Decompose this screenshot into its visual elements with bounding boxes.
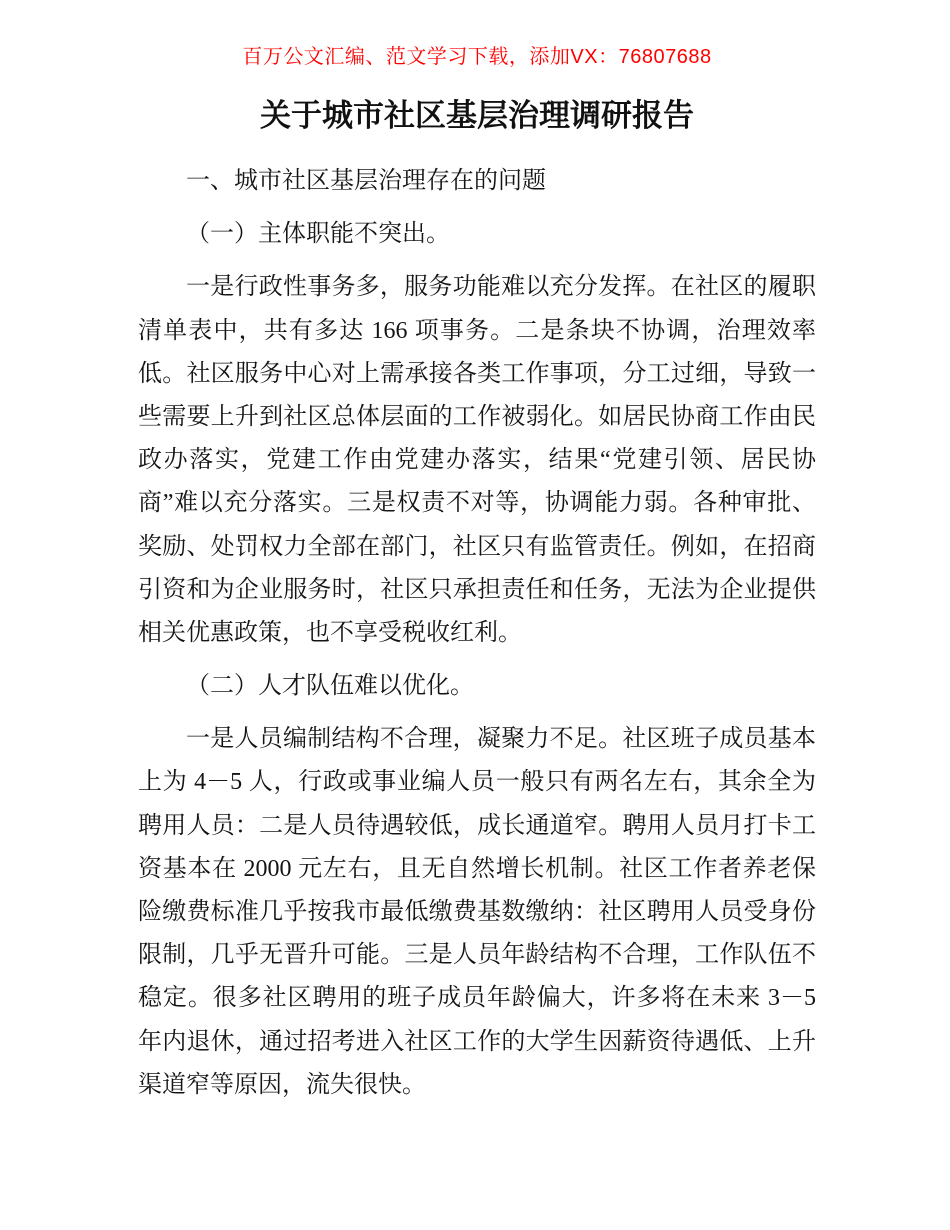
body-paragraph-main-functions: 一是行政性事务多，服务功能难以充分发挥。在社区的履职清单表中，共有多达 166 项事务。二是条块不协调，治理效率低。社区服务中心对上需承接各类工作事项，分工过细，导致一些需要上升到社区总体层面的工作被弱化。如居民协商工作由民政办落实，党建工作由党建办落实，结果“党建引领、居民协商”难以充分落实。三是权责不对等，协调能力弱。各种审批、奖励、处罚权力全部在部门，社区只有监管责任。例如，在招商引资和为企业服务时，社区只承担责任和任务，无法为企业提供相关优惠政策，也不享受税收红利。: [138, 274, 816, 646]
subsection-heading-talent-team: （二）人才队伍难以优化。: [186, 673, 474, 700]
section-heading-problems: 一、城市社区基层治理存在的问题: [186, 168, 546, 194]
watermark-header: 百万公文汇编、范文学习下载，添加VX：76807688: [242, 46, 712, 68]
document-title: 关于城市社区基层治理调研报告: [260, 98, 694, 133]
body-paragraph-talent-team: 一是人员编制结构不合理，凝聚力不足。社区班子成员基本上为 4－5 人，行政或事业编人员一般只有两名左右，其余全为聘用人员：二是人员待遇较低，成长通道窄。聘用人员月打卡工资基本在 2000 元左右，且无自然增长机制。社区工作者养老保险缴费标准几乎按我市最低缴费基数缴纳：社区聘用人员受身份限制，几乎无晋升可能。三是人员年龄结构不合理，工作队伍不稳定。很多社区聘用的班子成员年龄偏大，许多将在未来 3－5 年内退休，通过招考进入社区工作的大学生因薪资待遇低、上升渠道窄等原因，流失很快。: [138, 726, 816, 1098]
subsection-heading-main-functions: （一）主体职能不突出。: [186, 221, 450, 248]
